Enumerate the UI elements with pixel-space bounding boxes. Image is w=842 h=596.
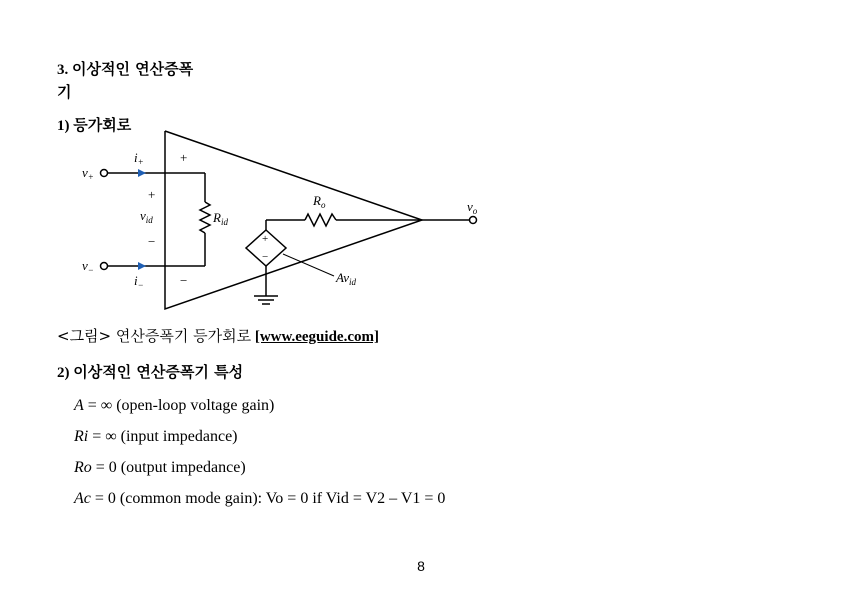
label-source-plus: + [262, 233, 269, 245]
label-vid: $v_{id}$ [140, 208, 153, 225]
property-text: = ∞ (open-loop voltage gain) [83, 397, 275, 414]
label-avid: $Av_{id}$ [336, 270, 357, 287]
label-v-plus: $v_+$ [82, 165, 94, 182]
heading-number: 3. [57, 62, 69, 78]
property-symbol: Ac [74, 490, 91, 507]
v-minus-terminal [101, 263, 108, 270]
caption-label: <그림> 연산증폭기 등가회로 [57, 327, 252, 345]
property-text: = 0 (output impedance) [91, 459, 246, 476]
heading-title-line2: 기 [57, 83, 72, 101]
subsection-number-1: 1) [57, 118, 70, 134]
property-text: = 0 (common mode gain): Vo = 0 if Vid = V2 – V1 = 0 [90, 490, 446, 507]
property-output-impedance [74, 459, 246, 477]
label-i-plus: $i_+$ [134, 150, 144, 167]
property-symbol: A [74, 397, 84, 414]
label-plus-top: + [180, 150, 188, 165]
label-source-minus: − [262, 251, 269, 263]
label-vo: $v_o$ [467, 199, 478, 216]
label-rid: $R_{id}$ [213, 210, 228, 227]
property-symbol: Ri [74, 428, 89, 445]
i-plus-arrow [138, 169, 146, 177]
label-vid-plus: + [148, 187, 156, 202]
page-number: 8 [417, 558, 425, 574]
figure-caption [57, 325, 379, 346]
v-out-terminal [470, 217, 477, 224]
label-i-minus: $i_-$ [134, 273, 144, 290]
property-text: = ∞ (input impedance) [88, 428, 238, 445]
subsection-title-2: 이상적인 연산증폭기 특성 [73, 363, 244, 381]
i-minus-arrow [138, 262, 146, 270]
subsection-heading-2 [57, 361, 243, 382]
heading-title-line1: 이상적인 연산증폭 [72, 60, 194, 78]
label-minus-bottom: − [180, 273, 188, 288]
property-common-mode-gain [74, 490, 445, 508]
label-ro: $R_o$ [313, 193, 326, 210]
label-vid-minus: − [148, 234, 156, 249]
property-open-loop-gain [74, 397, 274, 415]
subsection-title-1: 등가회로 [73, 116, 132, 134]
ro-resistor [305, 214, 336, 226]
source-link[interactable]: [www.eeguide.com] [254, 329, 379, 345]
subsection-number-2: 2) [57, 365, 70, 381]
label-v-minus: $v_-$ [82, 258, 94, 275]
rid-resistor [200, 202, 210, 233]
property-input-impedance [74, 428, 238, 446]
property-symbol: Ro [74, 459, 92, 476]
v-plus-terminal [101, 170, 108, 177]
